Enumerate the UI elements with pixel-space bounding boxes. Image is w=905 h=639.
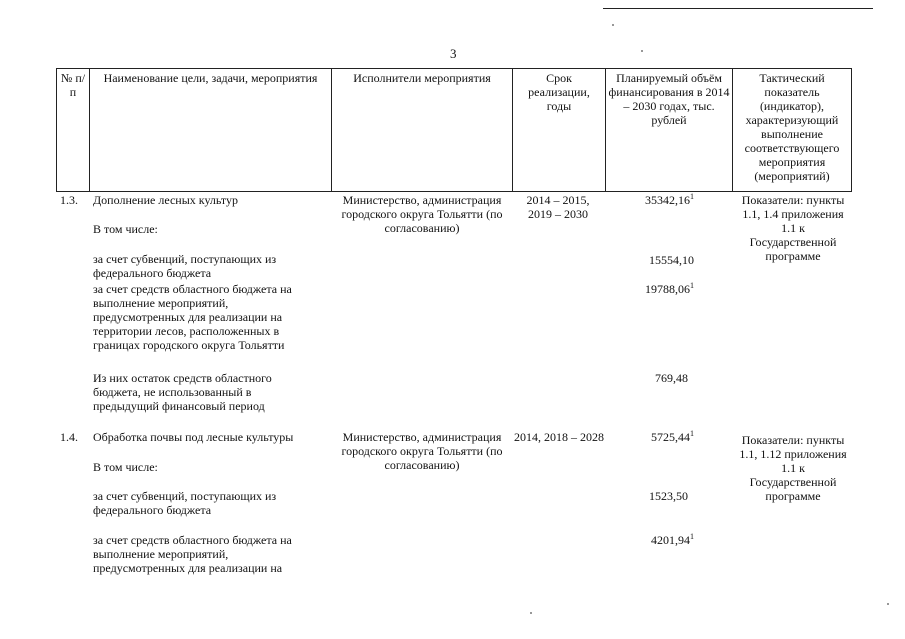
sub-item-value: [606, 533, 694, 547]
sub-item-value: [606, 253, 694, 267]
including-label: В том числе:: [93, 460, 158, 474]
row-total-value: 5725,44: [651, 430, 690, 444]
scan-speck: [641, 50, 643, 52]
row-total-value: 35342,16: [645, 193, 690, 207]
scan-speck: [612, 24, 614, 26]
sub-item-amount: 1523,50: [649, 489, 688, 503]
sub-item-amount: 19788,06: [645, 282, 690, 296]
header-indicator: Тактический показатель (индикатор), характеризующий выполнение соответствующего мероприятия (мероприятий): [733, 69, 852, 192]
sub-item-text: за счет средств областного бюджета на выполнение мероприятий, предусмотренных для реализации на территории лесов, расположенных в границах городского округа Тольятти: [93, 282, 292, 352]
sub-item-text: за счет субвенций, поступающих из федерального бюджета: [93, 252, 277, 280]
sub-item-text: Из них остаток средств областного бюджета, не использованный в предыдущий финансовый период: [93, 371, 272, 413]
sub-item-amount: 769,48: [655, 371, 688, 385]
row-indicator: Показатели: пункты 1.1, 1.12 приложения 1.1 к Государственной программе: [739, 433, 847, 503]
footnote-mark: 1: [690, 281, 694, 290]
sub-item-text: за счет субвенций, поступающих из федерального бюджета: [93, 489, 277, 517]
row-period: 2014 – 2015, 2019 – 2030: [526, 193, 590, 221]
row-number: 1.4.: [60, 430, 78, 444]
sub-item-value: [606, 371, 688, 385]
header-rule: [603, 8, 873, 9]
row-number: 1.3.: [60, 193, 78, 207]
row-total: [606, 193, 694, 207]
footnote-mark: 1: [690, 532, 694, 541]
row-title: Обработка почвы под лесные культуры: [93, 430, 294, 444]
table-header: [56, 68, 852, 192]
sub-item-amount: 4201,94: [651, 533, 690, 547]
including-label: В том числе:: [93, 222, 158, 236]
header-executors: Исполнители мероприятия: [332, 69, 513, 192]
sub-item-value: [606, 282, 694, 296]
row-executors: Министерство, администрация городского округа Тольятти (по согласованию): [341, 430, 503, 472]
header-num: № п/п: [57, 69, 90, 192]
sub-item-text: за счет средств областного бюджета на выполнение мероприятий, предусмотренных для реализации на: [93, 533, 292, 575]
sub-item-amount: 15554,10: [649, 253, 694, 267]
row-total: [606, 430, 694, 444]
page-number: 3: [450, 46, 457, 61]
row-indicator: Показатели: пункты 1.1, 1.4 приложения 1.1 к Государственной программе: [741, 193, 845, 263]
row-executors: Министерство, администрация городского округа Тольятти (по согласованию): [341, 193, 503, 235]
header-name: Наименование цели, задачи, мероприятия: [90, 69, 332, 192]
footnote-mark: 1: [690, 429, 694, 438]
sub-item-value: [606, 489, 688, 503]
scan-speck: [887, 603, 889, 605]
header-funding: Планируемый объём финансирования в 2014 – 2030 годах, тыс. рублей: [606, 69, 733, 192]
row-period: 2014, 2018 – 2028: [514, 430, 604, 444]
scan-speck: [530, 612, 532, 614]
row-title: Дополнение лесных культур: [93, 193, 239, 207]
footnote-mark: 1: [690, 192, 694, 201]
header-period: Срок реализации, годы: [513, 69, 606, 192]
